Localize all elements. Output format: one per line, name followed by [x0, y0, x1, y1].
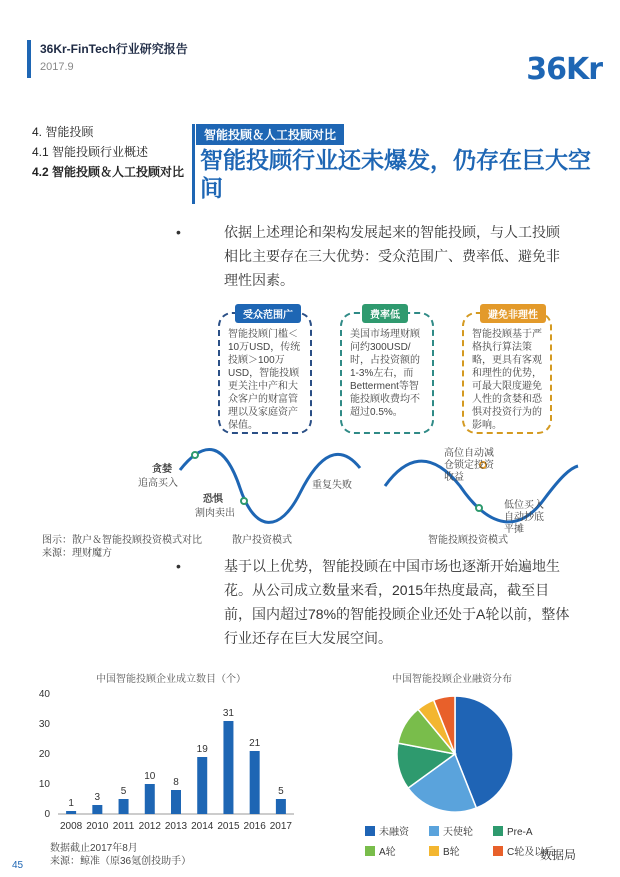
bar-value-label: 3: [94, 792, 101, 803]
greed-label: 贪婪: [152, 464, 172, 475]
advantage-tag: 避免非理性: [480, 304, 546, 323]
diagram-source: 来源：理财魔方: [42, 548, 112, 559]
y-tick-label: 10: [38, 779, 50, 790]
report-title: 36Kr-FinTech行业研究报告: [40, 42, 188, 56]
low-buy-point: [476, 505, 482, 511]
bar-value-label: 10: [144, 771, 156, 782]
table-of-contents: [32, 122, 192, 180]
bar: [92, 805, 102, 814]
legend-label: Pre-A: [507, 827, 533, 838]
legend-label: C轮及以后: [507, 847, 555, 858]
greed-sublabel: 追高买入: [138, 478, 178, 489]
legend-label: A轮: [379, 847, 396, 858]
fear-sublabel: 割肉卖出: [195, 508, 235, 519]
bar-value-label: 21: [249, 738, 261, 749]
pie-chart: [340, 686, 580, 864]
legend-label: 天使轮: [443, 827, 473, 838]
advantage-box-wide-audience: [218, 312, 312, 434]
legend-swatch: [493, 846, 503, 856]
section-accent-line: [192, 124, 195, 204]
bar: [171, 790, 181, 814]
retail-mode-label: 散户投资模式: [232, 535, 292, 546]
advantage-text: 美国市场理财顾问约300USD/时，占投资额的1-3%左右，而Betterment等智能投顾收费均不超过0.5%。: [350, 329, 420, 418]
toc-item-4-2[interactable]: 4.2 智能投顾＆人工投顾对比: [32, 165, 185, 179]
bullet-paragraph-2: [176, 554, 570, 650]
x-tick-label: 2017: [269, 821, 293, 832]
repeat-failure-label: 重复失败: [312, 480, 352, 491]
x-tick-label: 2012: [138, 821, 161, 832]
x-tick-label: 2013: [164, 821, 188, 832]
brand-logo: 36Kr: [526, 52, 602, 87]
bar: [276, 799, 286, 814]
high-sell-label: 高位自动减仓锁定投资收益: [444, 448, 494, 483]
bar: [145, 784, 155, 814]
toc-item-4[interactable]: 4. 智能投顾: [32, 125, 94, 139]
diagram-caption: 图示：散户＆智能投顾投资模式对比: [42, 535, 202, 546]
bar-value-label: 8: [173, 777, 179, 788]
greed-point: [192, 452, 198, 458]
data-cutoff-note: 数据截止2017年8月: [50, 843, 138, 854]
bar-value-label: 19: [196, 744, 208, 755]
y-tick-label: 40: [38, 689, 50, 700]
bar-value-label: 1: [68, 798, 74, 809]
robo-mode-label: 智能投顾投资模式: [428, 535, 508, 546]
bar: [250, 751, 260, 814]
bullet-text: 基于以上优势，智能投顾在中国市场也逐渐开始遍地生花。从公司成立数量来看，2015年热度最高，截至目前，国内超过78%的智能投顾企业还处于A轮以前，整体行业还存在巨大发展空间。: [224, 558, 570, 646]
x-tick-label: 2016: [243, 821, 266, 832]
bar-chart-title: 中国智能投顾企业成立数目（个）: [96, 674, 246, 685]
y-tick-label: 30: [38, 719, 50, 730]
bullet-dot: •: [176, 558, 181, 574]
advantage-box-low-fee: [340, 312, 434, 434]
page-number: 45: [12, 860, 24, 871]
advantage-tag: 受众范围广: [235, 304, 301, 323]
legend-swatch: [429, 846, 439, 856]
legend-label: 未融资: [379, 827, 409, 838]
advantage-box-rational: [462, 312, 552, 434]
x-tick-label: 2010: [86, 821, 109, 832]
low-buy-label: 低位买入自动抄底平摊: [504, 500, 544, 535]
y-tick-label: 0: [44, 809, 50, 820]
bullet-text: 依据上述理论和架构发展起来的智能投顾，与人工投顾相比主要存在三大优势：受众范围广、费率低、避免非理性因素。: [224, 224, 560, 288]
bar-value-label: 31: [222, 708, 235, 719]
bullet-paragraph-1: [176, 220, 570, 292]
advantage-text: 智能投顾基于严格执行算法策略，更具有客观和理性的优势，可最大限度避免人性的贪婪和恐惧对投资行为的影响。: [472, 329, 542, 431]
legend-label: B轮: [443, 847, 460, 858]
pie-chart-title: 中国智能投顾企业融资分布: [392, 674, 512, 685]
header-accent-bar: [27, 40, 31, 78]
bar-value-label: 5: [278, 786, 284, 797]
bar: [223, 721, 233, 814]
bar-chart: [30, 686, 300, 838]
advantage-tag: 费率低: [362, 304, 408, 323]
x-tick-label: 2008: [59, 821, 83, 832]
fear-label: 恐惧: [203, 494, 223, 505]
report-date: 2017.9: [40, 61, 74, 73]
x-tick-label: 2011: [112, 821, 135, 832]
legend-swatch: [429, 826, 439, 836]
advantage-text: 智能投顾门槛＜10万USD，传统投顾＞100万USD，智能投顾更关注中产和大众客户的财富管理以及家庭资产保值。: [228, 329, 301, 431]
x-tick-label: 2014: [191, 821, 214, 832]
legend-swatch: [365, 826, 375, 836]
watermark: 数据局: [540, 848, 577, 862]
bar: [119, 799, 129, 814]
y-tick-label: 20: [38, 749, 50, 760]
bar-value-label: 5: [120, 786, 127, 797]
bar: [197, 757, 207, 814]
section-title: 智能投顾行业还未爆发，仍存在巨大空间: [200, 147, 591, 201]
section-tag: 智能投顾＆人工投顾对比: [196, 124, 344, 145]
bar: [66, 811, 76, 814]
bullet-dot: •: [176, 224, 181, 240]
toc-item-4-1[interactable]: 4.1 智能投顾行业概述: [32, 145, 149, 159]
legend-swatch: [365, 846, 375, 856]
x-tick-label: 2015: [217, 821, 240, 832]
legend-swatch: [493, 826, 503, 836]
data-source-note: 来源：鲸准（原36氪创投助手）: [50, 856, 192, 867]
fear-point: [241, 498, 247, 504]
